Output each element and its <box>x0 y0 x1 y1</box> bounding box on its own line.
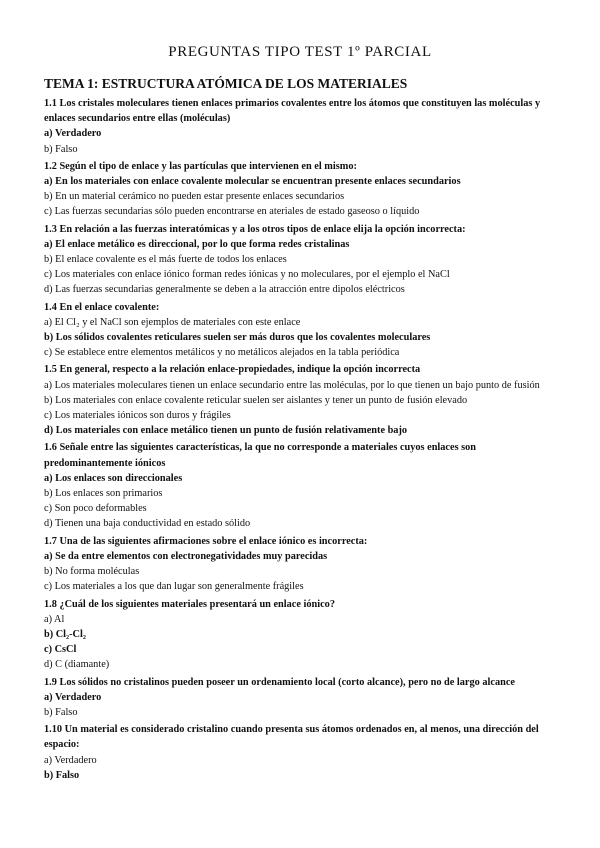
question-stem: 1.6 Señale entre las siguientes características, la que no corresponde a materiales cuyos enlaces son predominantemente iónicos <box>44 442 477 469</box>
answer-option: d) Tienen una baja conductividad en estado sólido <box>44 518 251 530</box>
question-stem: 1.7 Una de las siguientes afirmaciones sobre el enlace iónico es incorrecta: <box>44 535 368 547</box>
question-stem: 1.8 ¿Cuál de los siguientes materiales presentará un enlace iónico? <box>44 598 335 610</box>
answer-option: b) En un material cerámico no pueden estar presente enlaces secundarios <box>44 191 345 203</box>
answer-option: c) Las fuerzas secundarias sólo pueden encontrarse en ateriales de estado gaseoso o líquido <box>44 206 420 218</box>
answer-option: c) Los materiales iónicos son duros y frágiles <box>44 410 231 422</box>
question-stem: 1.9 Los sólidos no cristalinos pueden poseer un ordenamiento local (corto alcance), pero no de largo alcance <box>44 676 515 688</box>
answer-option: c) Se establece entre elementos metálicos y no metálicos alejados en la tabla periódica <box>44 347 400 359</box>
question-5 <box>44 362 564 438</box>
question-6 <box>44 440 564 531</box>
question-stem: 1.10 Un material es considerado cristalino cuando presenta sus átomos ordenados en, al menos, una dirección del espacio: <box>44 724 539 751</box>
answer-option: b) El enlace covalente es el más fuerte de todos los enlaces <box>44 254 287 266</box>
answer-option: b) Falso <box>44 706 78 718</box>
question-1 <box>44 96 564 157</box>
answer-option: b) Los enlaces son primarios <box>44 488 163 500</box>
answer-option-correct: c) CsCl <box>44 644 77 656</box>
answer-option-correct: a) En los materiales con enlace covalente molecular se encuentran presente enlaces secundarios <box>44 176 461 188</box>
answer-option-correct: d) Los materiales con enlace metálico tienen un punto de fusión relativamente bajo <box>44 425 408 437</box>
answer-option-correct: b) Los sólidos covalentes reticulares suelen ser más duros que los covalentes moleculares <box>44 332 431 344</box>
answer-option-correct: b) Cl₂-Cl₂ <box>44 628 86 640</box>
question-stem: 1.1 Los cristales moleculares tienen enlaces primarios covalentes entre los átomos que constituyen las moléculas y enlaces secundarios entre ellas (moléculas) <box>44 98 541 125</box>
question-list <box>44 96 564 784</box>
answer-option: c) Son poco deformables <box>44 503 147 515</box>
question-4 <box>44 300 564 361</box>
answer-option-correct: a) Verdadero <box>44 128 102 140</box>
answer-option: a) Verdadero <box>44 754 97 766</box>
question-stem: 1.4 En el enlace covalente: <box>44 301 160 313</box>
answer-option-correct: a) Se da entre elementos con electronegatividades muy parecidas <box>44 550 328 562</box>
section-heading: TEMA 1: ESTRUCTURA ATÓMICA DE LOS MATERIALES <box>44 76 408 91</box>
answer-option: b) Falso <box>44 143 78 155</box>
answer-option-correct: a) Los enlaces son direccionales <box>44 472 183 484</box>
answer-option: a) El Cl₂ y el NaCl son ejemplos de materiales con este enlace <box>44 316 301 328</box>
answer-option: c) Los materiales a los que dan lugar son generalmente frágiles <box>44 581 304 593</box>
answer-option: a) Al <box>44 613 65 625</box>
question-8 <box>44 597 564 673</box>
document-title: PREGUNTAS TIPO TEST 1º PARCIAL <box>168 44 432 60</box>
question-10 <box>44 722 564 783</box>
question-stem: 1.2 Según el tipo de enlace y las partículas que intervienen en el mismo: <box>44 160 357 172</box>
answer-option-correct: a) Verdadero <box>44 691 102 703</box>
answer-option: c) Los materiales con enlace iónico forman redes iónicas y no moleculares, por el ejemplo el NaCl <box>44 269 450 281</box>
question-7 <box>44 534 564 595</box>
question-stem: 1.3 En relación a las fuerzas interatómicas y a los otros tipos de enlace elija la opción incorrecta: <box>44 223 466 235</box>
answer-option: d) Las fuerzas secundarias generalmente se deben a la atracción entre dipolos eléctricos <box>44 284 405 296</box>
answer-option-correct: b) Falso <box>44 769 80 781</box>
question-stem: 1.5 En general, respecto a la relación enlace-propiedades, indique la opción incorrecta <box>44 364 421 376</box>
question-2 <box>44 159 564 220</box>
question-9 <box>44 675 564 721</box>
question-3 <box>44 222 564 298</box>
answer-option: d) C (diamante) <box>44 659 110 671</box>
answer-option: b) Los materiales con enlace covalente reticular suelen ser aislantes y tener un punto de fusión elevado <box>44 394 468 406</box>
answer-option: b) No forma moléculas <box>44 566 140 578</box>
answer-option-correct: a) El enlace metálico es direccional, por lo que forma redes cristalinas <box>44 238 350 250</box>
answer-option: a) Los materiales moleculares tienen un enlace secundario entre las moléculas, por lo que tienen un bajo punto de fusión <box>44 379 540 391</box>
